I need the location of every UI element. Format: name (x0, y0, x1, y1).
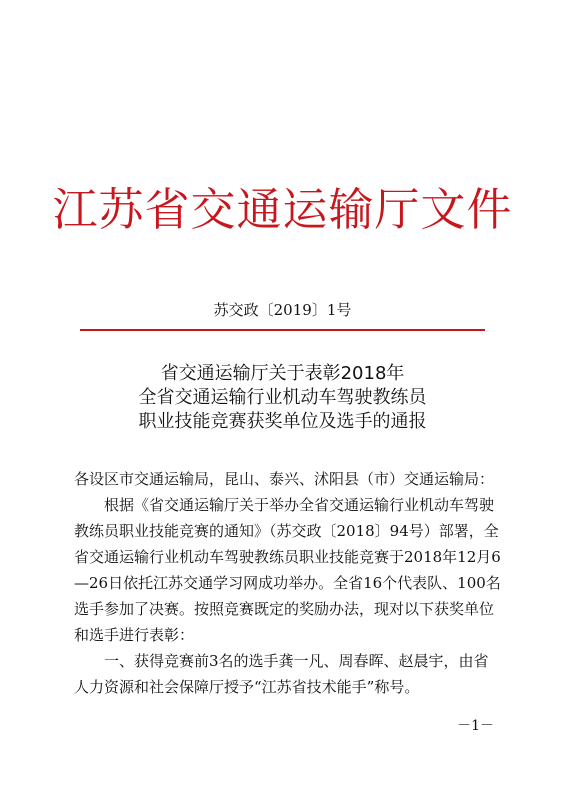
document-header-title: 江苏省交通运输厅文件 (52, 183, 513, 236)
notice-title (0, 362, 565, 434)
notice-title-line: 省交通运输厅关于表彰2018年 (160, 363, 405, 384)
body-line: 教练员职业技能竞赛的通知》（苏交政〔2018〕94号）部署，全 (74, 522, 499, 540)
page-number: －1－ (457, 718, 494, 734)
notice-body (74, 466, 501, 700)
body-line: 和选手进行表彰： (74, 626, 195, 644)
document-number: 苏交政〔2019〕1号 (213, 301, 352, 319)
body-line: 选手参加了决赛。按照竞赛既定的奖励办法，现对以下获奖单位 (74, 600, 495, 618)
notice-title-line: 全省交通运输行业机动车驾驶教练员 (138, 387, 427, 408)
notice-title-line: 职业技能竞赛获奖单位及选手的通报 (138, 411, 427, 432)
body-line: 一、获得竞赛前3名的选手龚一凡、周春晖、赵晨宇，由省 (104, 652, 489, 670)
body-line: —26日依托江苏交通学习网成功举办。全省16个代表队、100名 (74, 574, 501, 592)
body-line: 人力资源和社会保障厅授予“江苏省技术能手”称号。 (74, 678, 420, 696)
red-divider-line (80, 329, 485, 331)
salutation-line: 各设区市交通运输局，昆山、泰兴、沭阳县（市）交通运输局： (74, 470, 495, 488)
body-line: 根据《省交通运输厅关于举办全省交通运输行业机动车驾驶 (104, 496, 495, 514)
body-line: 省交通运输行业机动车驾驶教练员职业技能竞赛于2018年12月6 (74, 548, 501, 566)
